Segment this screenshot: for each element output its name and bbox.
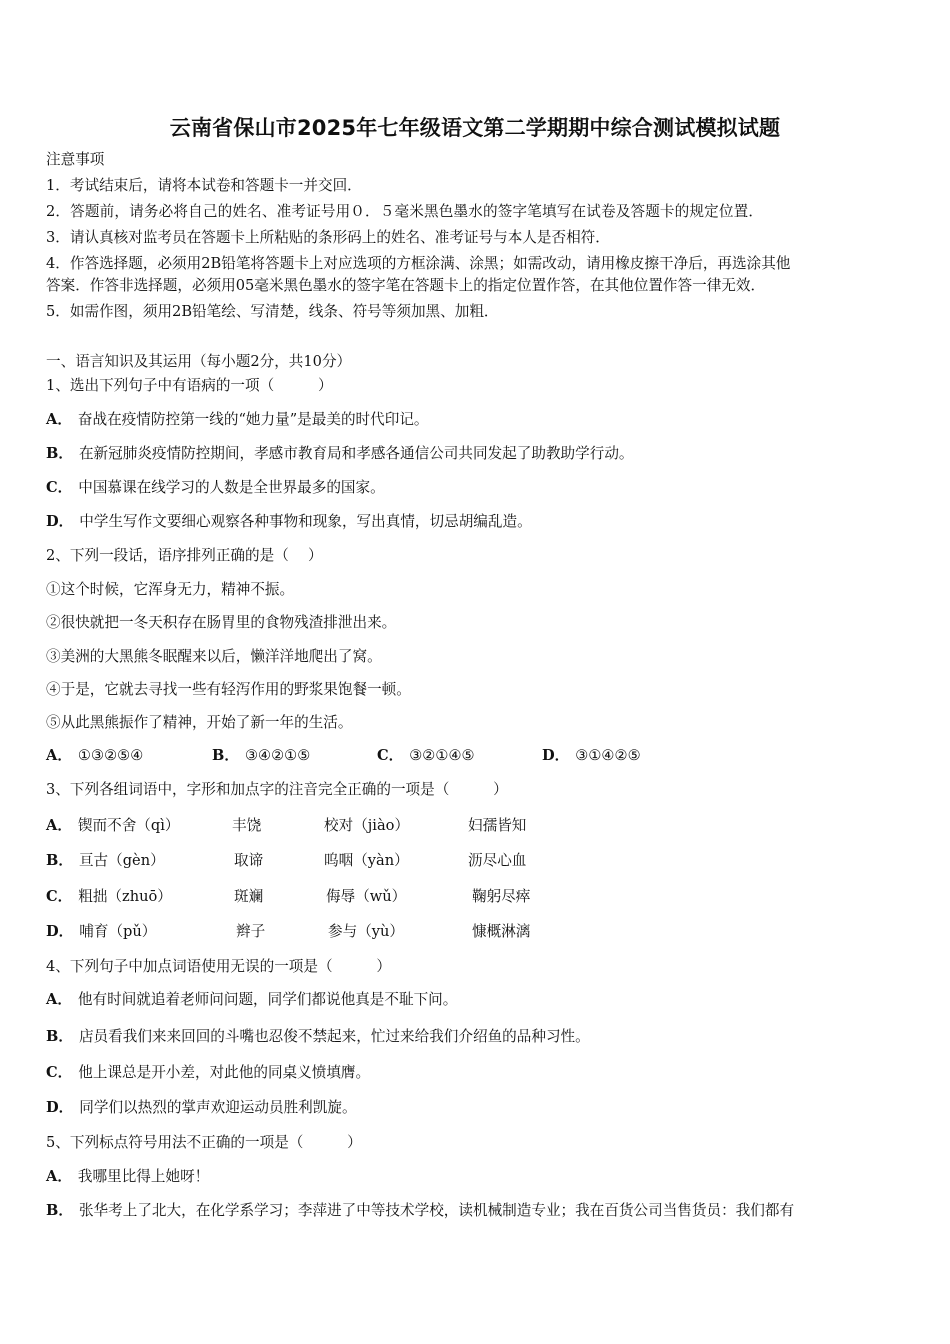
word-4: 沥尽心血	[468, 852, 527, 869]
option-text: 在新冠肺炎疫情防控期间，孝感市教育局和孝感各通信公司共同发起了助教助学行动。	[78, 445, 634, 462]
q1-option-c	[46, 478, 385, 498]
q2-sentence: ④于是，它就去寻找一些有轻泻作用的野浆果饱餐一顿。	[46, 681, 411, 698]
option-label: A．	[46, 1168, 72, 1185]
word-1: 亘古（gèn）	[78, 852, 165, 869]
section-heading: 一、语言知识及其运用（每小题2分，共10分）	[46, 353, 352, 370]
notice-item: 2．答题前，请务必将自己的姓名、准考证号用０．５毫米黑色墨水的签字笔填写在试卷及答题卡的规定位置．	[46, 203, 764, 220]
option-label: C．	[377, 747, 404, 764]
word-2: 取谛	[234, 852, 264, 869]
option-label: D．	[46, 923, 74, 940]
q1-option-d	[46, 512, 532, 532]
q5-option-b	[46, 1201, 794, 1221]
q3-row-b-label	[46, 851, 165, 871]
notice-item: 4．作答选择题，必须用2B铅笔将答题卡上对应选项的方框涂满、涂黑；如需改动，请用橡皮擦干净后，再选涂其他	[46, 255, 791, 272]
q2-option-b	[212, 746, 310, 766]
exam-title: 云南省保山市2025年七年级语文第二学期期中综合测试模拟试题	[169, 116, 781, 140]
word-3: 侮辱（wǔ）	[326, 888, 407, 905]
option-label: C．	[46, 888, 73, 905]
option-text: ③④②①⑤	[244, 747, 311, 764]
option-label: D．	[542, 747, 570, 764]
word-3: 校对（jiào）	[324, 817, 410, 834]
q2-option-c	[377, 746, 475, 766]
option-text: 张华考上了北大，在化学系学习；李萍进了中等技术学校，读机械制造专业；我在百货公司当售货员：我们都有	[78, 1202, 795, 1219]
q2-sentence: ②很快就把一冬天积存在肠胃里的食物残渣排泄出来。	[46, 614, 397, 631]
q2-option-a	[46, 746, 143, 766]
option-text: 奋战在疫情防控第一线的“她力量”是最美的时代印记。	[77, 411, 429, 428]
option-label: B．	[46, 445, 73, 462]
notice-heading: 注意事项	[46, 151, 105, 168]
word-2: 辫子	[236, 923, 266, 940]
q3-row-a-label	[46, 816, 180, 836]
q3-row-c-label	[46, 887, 172, 907]
option-label: A．	[46, 817, 72, 834]
option-label: A．	[46, 747, 72, 764]
question-5-stem: 5、下列标点符号用法不正确的一项是（ ）	[46, 1134, 362, 1151]
q2-sentence: ①这个时候，它浑身无力，精神不振。	[46, 581, 295, 598]
option-text: ①③②⑤④	[77, 747, 144, 764]
option-label: A．	[46, 991, 72, 1008]
word-1: 哺育（pǔ）	[79, 923, 157, 940]
word-1: 粗拙（zhuō）	[78, 888, 172, 905]
option-label: A．	[46, 411, 72, 428]
word-4: 慷概淋漓	[472, 923, 531, 940]
word-4: 妇孺皆知	[468, 817, 527, 834]
option-text: 他上课总是开小差，对此他的同桌义愤填膺。	[78, 1064, 371, 1081]
word-4: 鞠躬尽瘁	[472, 888, 531, 905]
q4-option-b	[46, 1027, 590, 1047]
notice-item: 5．如需作图，须用2B铅笔绘、写清楚，线条、符号等须加黑、加粗．	[46, 303, 499, 320]
option-label: D．	[46, 513, 74, 530]
notice-item: 答案．作答非选择题，必须用05毫米黑色墨水的签字笔在答题卡上的指定位置作答，在其他位置作答一律无效．	[46, 277, 766, 294]
option-label: B．	[46, 1028, 73, 1045]
word-2: 斑斓	[234, 888, 264, 905]
notice-item: 3．请认真核对监考员在答题卡上所粘贴的条形码上的姓名、准考证号与本人是否相符．	[46, 229, 610, 246]
option-text: 我哪里比得上她呀！	[77, 1168, 210, 1185]
option-label: B．	[212, 747, 239, 764]
option-label: C．	[46, 1064, 73, 1081]
option-label: D．	[46, 1099, 74, 1116]
notice-item: 1．考试结束后，请将本试卷和答题卡一并交回．	[46, 177, 362, 194]
question-4-stem: 4、下列句子中加点词语使用无误的一项是（ ）	[46, 958, 391, 975]
q4-option-d	[46, 1098, 357, 1118]
q1-option-b	[46, 444, 634, 464]
option-label: B．	[46, 852, 73, 869]
option-text: 中国慕课在线学习的人数是全世界最多的国家。	[78, 479, 385, 496]
q1-option-a	[46, 410, 429, 430]
option-text: ③②①④⑤	[409, 747, 475, 764]
q4-option-a	[46, 990, 457, 1010]
option-text: 中学生写作文要细心观察各种事物和现象，写出真情，切忌胡编乱造。	[79, 513, 532, 530]
q5-option-a	[46, 1167, 209, 1187]
word-1: 锲而不舍（qì）	[77, 817, 180, 834]
word-3: 呜咽（yàn）	[324, 852, 409, 869]
question-1-stem: 1、选出下列句子中有语病的一项（ ）	[46, 377, 333, 394]
option-text: 店员看我们来来回回的斗嘴也忍俊不禁起来，忙过来给我们介绍鱼的品种习性。	[78, 1028, 590, 1045]
option-text: 同学们以热烈的掌声欢迎运动员胜利凯旋。	[79, 1099, 357, 1116]
q2-sentence: ⑤从此黑熊振作了精神，开始了新一年的生活。	[46, 714, 353, 731]
q2-sentence: ③美洲的大黑熊冬眠醒来以后，懒洋洋地爬出了窝。	[46, 648, 382, 665]
q3-row-d-label	[46, 922, 156, 942]
option-text: 他有时间就追着老师问问题，同学们都说他真是不耻下问。	[77, 991, 458, 1008]
option-label: B．	[46, 1202, 73, 1219]
option-text: ③①④②⑤	[575, 747, 641, 764]
q4-option-c	[46, 1063, 370, 1083]
question-3-stem: 3、下列各组词语中，字形和加点字的注音完全正确的一项是（ ）	[46, 781, 508, 798]
question-2-stem: 2、下列一段话，语序排列正确的是（ ）	[46, 547, 323, 564]
q2-option-d	[542, 746, 641, 766]
word-3: 参与（yù）	[328, 923, 405, 940]
word-2: 丰饶	[232, 817, 262, 834]
option-label: C．	[46, 479, 73, 496]
